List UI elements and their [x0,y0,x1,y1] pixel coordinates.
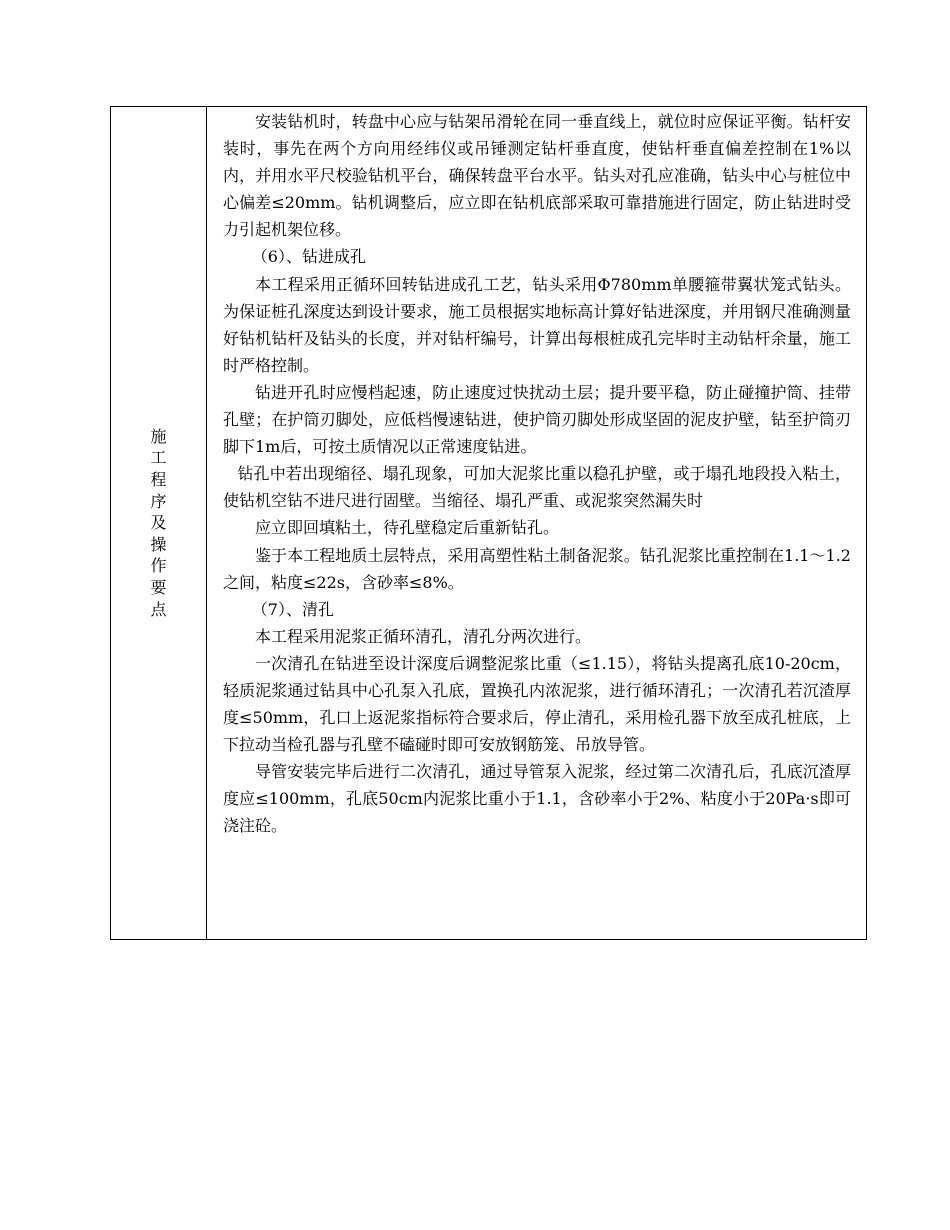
label-char: 施 [150,426,167,446]
paragraph-drilling-process: 本工程采用正循环回转钻进成孔工艺，钻头采用Φ780mm单腰箍带翼状笼式钻头。为保证桩孔深度达到设计要求，施工员根据实地标高计算好钻进深度，并用钢尺准确测量好钻机钻杆及钻头的长度，并对钻杆编号，计算出每根桩成孔完毕时主动钻杆余量，施工时严格控制。 [223,274,851,375]
document-table [110,106,867,940]
label-char: 要 [150,577,167,597]
paragraph-drilling-start: 钻进开孔时应慢档起速，防止速度过快扰动土层；提升要平稳，防止碰撞护筒、挂带孔壁；在护筒刃脚处，应低档慢速钻进，使护筒刃脚处形成坚固的泥皮护壁，钻至护筒刃脚下1m后，可按土质情况以正常速度钻进。 [223,382,851,457]
section-label-cell [111,107,207,939]
label-char: 操 [150,534,167,554]
content-cell [207,107,866,939]
paragraph-second-cleaning: 导管安装完毕后进行二次清孔，通过导管泵入泥浆，经过第二次清孔后，孔底沉渣厚度应≤100mm，孔底50cm内泥浆比重小于1.1，含砂率小于2%、粘度小于20Pa·s即可浇注砼。 [223,762,851,836]
heading-hole-cleaning: （7）、清孔 [251,599,334,619]
label-char: 程 [150,470,167,490]
paragraph-first-cleaning: 一次清孔在钻进至设计深度后调整泥浆比重（≤1.15），将钻头提离孔底10-20cm，轻质泥浆通过钻具中心孔泵入孔底，置换孔内浓泥浆，进行循环清孔；一次清孔若沉渣厚度≤50mm，孔口上返泥浆指标符合要求后，停止清孔，采用检孔器下放至成孔桩底，上下拉动当检孔器与孔壁不磕碰时即可安放钢筋笼、吊放导管。 [223,653,851,755]
paragraph-cleaning-method: 本工程采用泥浆正循环清孔，清孔分两次进行。 [255,626,592,646]
section-label [150,426,166,620]
paragraph-hole-collapse: 钻孔中若出现缩径、塌孔现象，可加大泥浆比重以稳孔护壁，或于塌孔地段投入粘土，使钻机空钻不进尺进行固壁。当缩径、塌孔严重、或泥浆突然漏失时 [223,464,851,511]
paragraph-backfill: 应立即回填粘土，待孔壁稳定后重新钻孔。 [255,518,560,538]
label-char: 工 [150,448,167,468]
label-char: 及 [150,513,167,533]
paragraph-drill-installation: 安装钻机时，转盘中心应与钻架吊滑轮在同一垂直线上，就位时应保证平衡。钻杆安装时，事先在两个方向用经纬仪或吊锤测定钻杆垂直度，使钻杆垂直偏差控制在1%以内，并用水平尺校验钻机平台，确保转盘平台水平。钻头对孔应准确，钻头中心与桩位中心偏差≤20mm。钻机调整后，应立即在钻机底部采取可靠措施进行固定，防止钻进时受力引起机架位移。 [223,112,851,240]
label-char: 作 [150,556,167,576]
heading-drilling: （6）、钻进成孔 [251,247,366,267]
label-char: 序 [150,491,167,511]
label-char: 点 [150,599,167,619]
paragraph-mud-preparation: 鉴于本工程地质土层特点，采用高塑性粘土制备泥浆。钻孔泥浆比重控制在1.1～1.2之间，粘度≤22s，含砂率≤8%。 [223,545,851,592]
